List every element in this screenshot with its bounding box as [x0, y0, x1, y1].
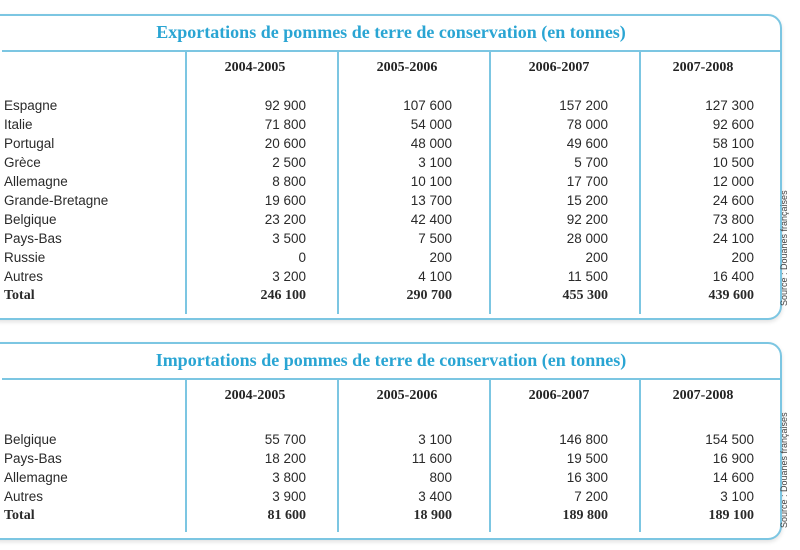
- exports-table-title: Exportations de pommes de terre de conservation (en tonnes): [156, 22, 626, 42]
- row-label: Espagne: [4, 98, 58, 113]
- table-cell: 10 500: [712, 155, 754, 170]
- column-header: 2007-2008: [672, 388, 734, 403]
- table-cell: 17 700: [566, 174, 608, 189]
- table-cell: 12 000: [712, 174, 754, 189]
- table-cell: 19 600: [264, 193, 306, 208]
- table-row: [2, 96, 762, 115]
- table-row: [2, 153, 762, 172]
- table-cell: 2 500: [272, 155, 306, 170]
- table-row: [2, 449, 762, 468]
- table-cell: 4 100: [418, 269, 452, 284]
- row-label: Pays-Bas: [4, 231, 62, 246]
- table-cell: 73 800: [712, 212, 754, 227]
- table-cell: 13 700: [410, 193, 452, 208]
- table-cell: 127 300: [705, 98, 754, 113]
- total-label: Total: [4, 288, 35, 303]
- imports-title-divider: [2, 378, 780, 380]
- column-header: 2005-2006: [376, 388, 438, 403]
- table-cell: 92 900: [264, 98, 306, 113]
- table-row: [2, 115, 762, 134]
- table-cell: 20 600: [264, 136, 306, 151]
- row-label: Portugal: [4, 136, 55, 151]
- column-header: 2006-2007: [528, 388, 590, 403]
- table-row: [2, 210, 762, 229]
- table-row: [2, 191, 762, 210]
- table-cell: 55 700: [264, 432, 306, 447]
- table-cell: 28 000: [566, 231, 608, 246]
- row-label: Belgique: [4, 212, 57, 227]
- table-cell: 3 100: [418, 432, 452, 447]
- table-cell: 92 200: [566, 212, 608, 227]
- table-cell: 3 500: [272, 231, 306, 246]
- table-cell: 92 600: [712, 117, 754, 132]
- table-cell: 14 600: [712, 470, 754, 485]
- row-label: Grèce: [4, 155, 41, 170]
- table-cell: 15 200: [566, 193, 608, 208]
- row-label: Italie: [4, 117, 33, 132]
- row-label: Pays-Bas: [4, 451, 62, 466]
- table-row: [2, 430, 762, 449]
- total-cell: 455 300: [562, 288, 608, 303]
- table-cell: 24 100: [712, 231, 754, 246]
- column-header: 2005-2006: [376, 60, 438, 75]
- table-cell: 107 600: [403, 98, 452, 113]
- row-label: Autres: [4, 269, 44, 284]
- imports-table-panel: [0, 342, 782, 540]
- row-label: Belgique: [4, 432, 57, 447]
- table-cell: 54 000: [410, 117, 452, 132]
- table-cell: 5 700: [574, 155, 608, 170]
- table-cell: 16 400: [712, 269, 754, 284]
- table-cell: 3 900: [272, 489, 306, 504]
- column-header: 2004-2005: [224, 60, 286, 75]
- row-label: Russie: [4, 250, 46, 265]
- row-label: Grande-Bretagne: [4, 193, 109, 208]
- row-label: Allemagne: [4, 174, 68, 189]
- total-row: [2, 506, 762, 525]
- column-header: 2007-2008: [672, 60, 734, 75]
- imports-table-title: Importations de pommes de terre de conservation (en tonnes): [155, 350, 627, 370]
- table-cell: 71 800: [264, 117, 306, 132]
- table-cell: 11 500: [567, 269, 608, 284]
- table-cell: 3 100: [418, 155, 452, 170]
- table-cell: 800: [429, 470, 452, 485]
- table-cell: 18 200: [264, 451, 306, 466]
- table-cell: 3 100: [720, 489, 754, 504]
- total-row: [2, 286, 762, 305]
- total-cell: 18 900: [413, 508, 452, 523]
- table-row: [2, 468, 762, 487]
- table-cell: 7 500: [418, 231, 452, 246]
- total-cell: 439 600: [708, 288, 754, 303]
- table-cell: 58 100: [712, 136, 754, 151]
- table-cell: 146 800: [559, 432, 608, 447]
- table-cell: 19 500: [566, 451, 608, 466]
- exports-table-panel: [0, 14, 782, 320]
- total-label: Total: [4, 508, 35, 523]
- total-cell: 189 100: [708, 508, 754, 523]
- table-row: [2, 487, 762, 506]
- table-cell: 3 200: [272, 269, 306, 284]
- table-cell: 48 000: [410, 136, 452, 151]
- row-label: Autres: [4, 489, 44, 504]
- table-cell: 78 000: [566, 117, 608, 132]
- total-cell: 290 700: [406, 288, 452, 303]
- table-cell: 200: [585, 250, 608, 265]
- column-header: 2006-2007: [528, 60, 590, 75]
- total-cell: 81 600: [267, 508, 306, 523]
- table-row: [2, 172, 762, 191]
- table-cell: 200: [429, 250, 452, 265]
- total-cell: 246 100: [260, 288, 306, 303]
- table-cell: 0: [298, 250, 306, 265]
- table-cell: 7 200: [574, 489, 608, 504]
- table-cell: 24 600: [712, 193, 754, 208]
- table-cell: 3 800: [272, 470, 306, 485]
- table-cell: 49 600: [566, 136, 608, 151]
- row-label: Allemagne: [4, 470, 68, 485]
- table-cell: 157 200: [559, 98, 608, 113]
- table-row: [2, 267, 762, 286]
- table-cell: 8 800: [272, 174, 306, 189]
- table-cell: 10 100: [410, 174, 452, 189]
- table-cell: 11 600: [411, 451, 452, 466]
- table-row: [2, 229, 762, 248]
- table-cell: 3 400: [418, 489, 452, 504]
- table-row: [2, 134, 762, 153]
- exports-title-divider: [2, 50, 780, 52]
- table-cell: 23 200: [264, 212, 306, 227]
- table-cell: 16 900: [712, 451, 754, 466]
- table-cell: 200: [731, 250, 754, 265]
- total-cell: 189 800: [562, 508, 608, 523]
- column-header: 2004-2005: [224, 388, 286, 403]
- table-cell: 154 500: [705, 432, 754, 447]
- table-cell: 16 300: [566, 470, 608, 485]
- imports-source-note: Source : Douanes françaises: [779, 412, 789, 528]
- table-cell: 42 400: [410, 212, 452, 227]
- table-row: [2, 248, 762, 267]
- exports-source-note: Source : Douanes françaises: [779, 190, 789, 306]
